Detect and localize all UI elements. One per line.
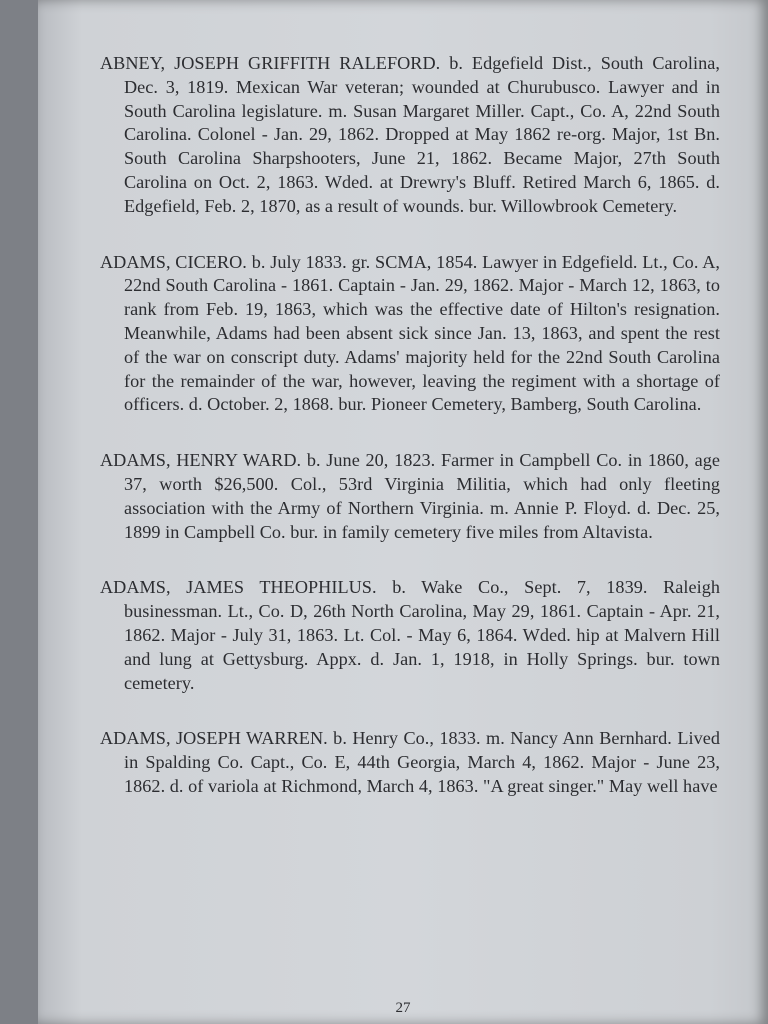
entry-text: b. Wake Co., Sept. 7, 1839. Raleigh businessman. Lt., Co. D, 26th North Carolina, May 29, 1861. Captain - Apr. 21, 1862. Major - July 31, 1863. Lt. Col. - May 6, 1864. Wded. hip at Malvern Hill and lung at Gettysburg. Appx. d. Jan. 1, 1918, in Holly Springs. bur. town cemetery. (124, 577, 720, 693)
entry-name: ABNEY, JOSEPH GRIFFITH RALEFORD. (100, 53, 441, 73)
entry-adams-james-theophilus (100, 576, 720, 695)
book-page (38, 0, 768, 1024)
entry-name: ADAMS, JOSEPH WARREN. (100, 728, 328, 749)
entry-abney (100, 52, 720, 219)
entry-text: b. July 1833. gr. SCMA, 1854. Lawyer in Edgefield. Lt., Co. A, 22nd South Carolina - 1861. Captain - Jan. 29, 1862. Major - March 12, 1863, to rank from Feb. 19, 1863, which was the effective date of Hilton's resignation. Meanwhile, Adams had been absent sick since Jan. 13, 1863, and spent the rest of the war on conscript duty. Adams' majority held for the 22nd South Carolina for the remainder of the war, however, leaving the regiment with a shortage of officers. d. October. 2, 1868. bur. Pioneer Cemetery, Bamberg, South Carolina. (124, 251, 720, 415)
page-number: 27 (395, 1000, 411, 1016)
entry-adams-henry-ward (100, 449, 720, 544)
entry-name: ADAMS, HENRY WARD. (100, 450, 302, 471)
entry-name: ADAMS, JAMES THEOPHILUS. (100, 577, 377, 598)
entry-name: ADAMS, CICERO. (100, 251, 247, 272)
entry-adams-joseph-warren (100, 727, 720, 798)
entry-text: b. Henry Co., 1833. m. Nancy Ann Bernhard. Lived in Spalding Co. Capt., Co. E, 44th Georgia, March 4, 1862. Major - June 23, 1862. d. of variola at Richmond, March 4, 1863. "A great singer." May well have (124, 728, 720, 796)
entry-adams-cicero (100, 251, 720, 418)
entry-list (100, 52, 720, 831)
entry-text: b. June 20, 1823. Farmer in Campbell Co. in 1860, age 37, worth $26,500. Col., 53rd Virginia Militia, which had only fleeting association with the Army of Northern Virginia. m. Annie P. Floyd. d. Dec. 25, 1899 in Campbell Co. bur. in family cemetery five miles from Altavista. (124, 450, 720, 542)
entry-text: b. Edgefield Dist., South Carolina, Dec. 3, 1819. Mexican War veteran; wounded at Churubusco. Lawyer and in South Carolina legislature. m. Susan Margaret Miller. Capt., Co. A, 22nd South Carolina. Colonel - Jan. 29, 1862. Dropped at May 1862 re-org. Major, 1st Bn. South Carolina Sharpshooters, June 21, 1862. Became Major, 27th South Carolina on Oct. 2, 1863. Wded. at Drewry's Bluff. Retired March 6, 1865. d. Edgefield, Feb. 2, 1870, as a result of wounds. bur. Willowbrook Cemetery. (124, 53, 720, 216)
